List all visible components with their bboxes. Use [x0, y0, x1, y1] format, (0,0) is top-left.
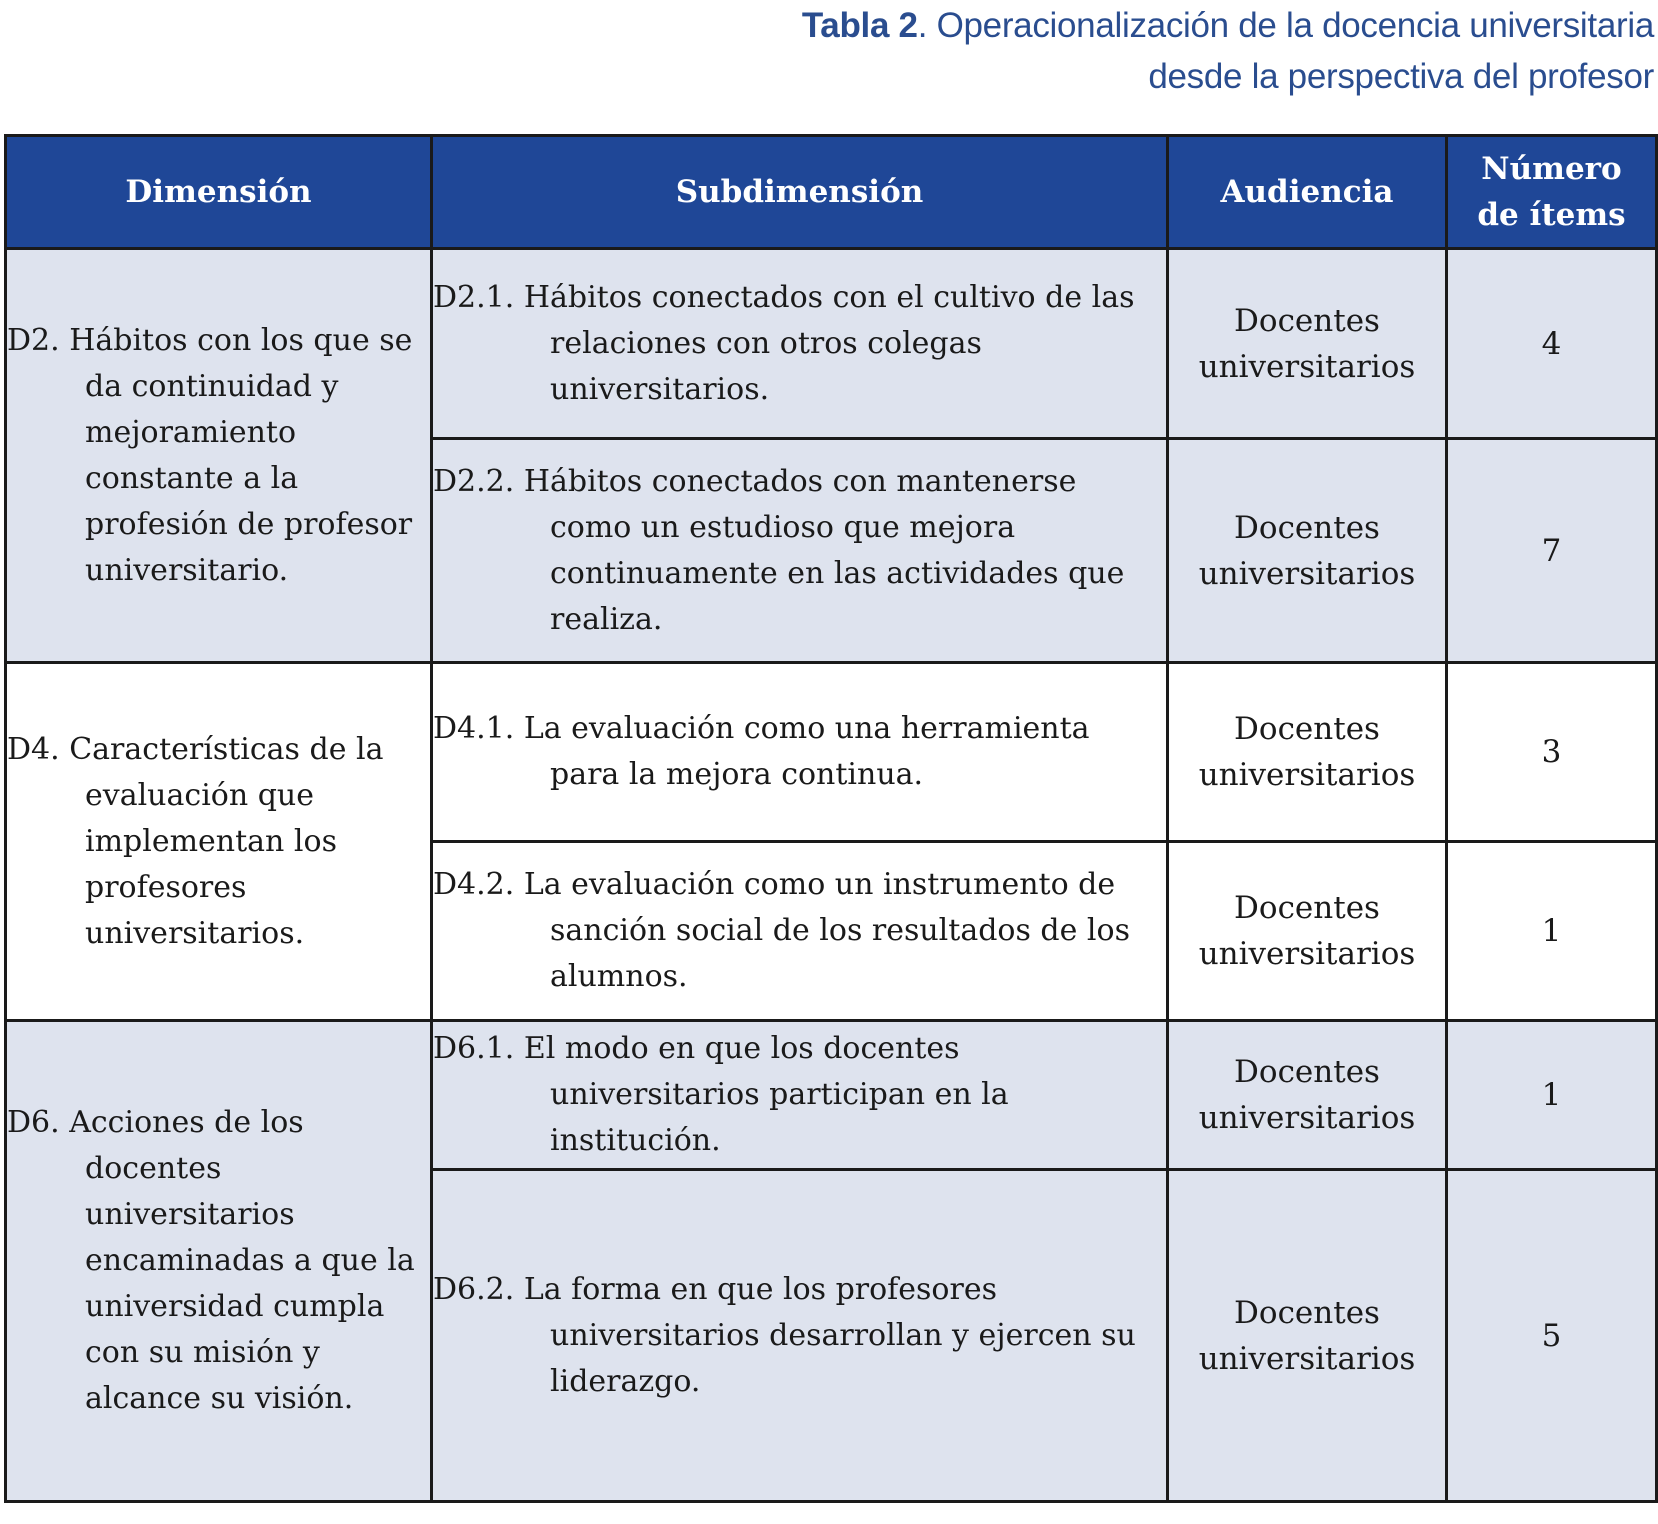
audience-cell: [1168, 663, 1447, 842]
audience-cell: [1168, 1170, 1447, 1502]
items-count-cell: 7: [1447, 439, 1657, 663]
operationalization-table: [4, 134, 1658, 1503]
table-body: [6, 249, 1657, 1502]
dimension-text: D2. Hábitos con los que se da continuidad y mejoramiento constante a la profesión de profesor universitario.: [7, 322, 413, 588]
subdimension-cell: [432, 1021, 1168, 1170]
dimension-cell: [6, 663, 432, 1021]
subdimension-text: D6.2. La forma en que los profesores universitarios desarrollan y ejercen su liderazgo.: [433, 1271, 1136, 1399]
audience-line-1: Docentes: [1234, 1294, 1380, 1331]
subdimension-cell: [432, 842, 1168, 1021]
header-dimension: Dimensión: [6, 136, 432, 249]
subdimension-text: D2.1. Hábitos conectados con el cultivo de las relaciones con otros colegas universitarios.: [433, 279, 1135, 407]
audience-cell: [1168, 439, 1447, 663]
items-count-cell: 1: [1447, 842, 1657, 1021]
header-items-line-2: de ítems: [1477, 197, 1626, 233]
items-count-cell: 4: [1447, 249, 1657, 439]
header-subdimension: Subdimensión: [432, 136, 1168, 249]
dimension-cell: [6, 1021, 432, 1502]
table-row: [6, 1021, 1657, 1170]
audience-line-2: universitarios: [1198, 1100, 1416, 1136]
header-items-line-1: Número: [1481, 151, 1622, 187]
items-count-cell: 3: [1447, 663, 1657, 842]
dimension-text: D4. Características de la evaluación que implementan los profesores universitarios.: [7, 731, 384, 951]
items-count-cell: 1: [1447, 1021, 1657, 1170]
header-audience: Audiencia: [1168, 136, 1447, 249]
table-header: [6, 136, 1657, 249]
subdimension-text: D2.2. Hábitos conectados con mantenerse como un estudioso que mejora continuamente en las actividades que realiza.: [433, 463, 1125, 637]
table-row: [6, 249, 1657, 439]
audience-line-2: universitarios: [1198, 555, 1416, 592]
audience-line-1: Docentes: [1234, 890, 1380, 926]
audience-line-1: Docentes: [1234, 1054, 1380, 1090]
audience-cell: [1168, 249, 1447, 439]
table-caption: [454, 0, 1654, 102]
subdimension-text: D4.1. La evaluación como una herramienta para la mejora continua.: [433, 711, 1090, 792]
caption-title: . Operacionalización de la docencia universitaria: [917, 6, 1654, 45]
subdimension-cell: [432, 439, 1168, 663]
audience-line-1: Docentes: [1234, 302, 1380, 339]
items-count-cell: 5: [1447, 1170, 1657, 1502]
subdimension-cell: [432, 663, 1168, 842]
subdimension-text: D4.2. La evaluación como un instrumento de sanción social de los resultados de los alumnos.: [433, 867, 1130, 994]
audience-cell: [1168, 1021, 1447, 1170]
audience-line-2: universitarios: [1198, 936, 1416, 972]
audience-line-1: Docentes: [1234, 711, 1380, 747]
audience-line-2: universitarios: [1198, 348, 1416, 385]
caption-line-1: [454, 0, 1654, 51]
subdimension-cell: [432, 1170, 1168, 1502]
header-items: [1447, 136, 1657, 249]
table-row: [6, 663, 1657, 842]
audience-line-2: universitarios: [1198, 1340, 1416, 1377]
caption-line-2: desde la perspectiva del profesor: [1148, 57, 1654, 96]
audience-line-2: universitarios: [1198, 757, 1416, 793]
caption-label: Tabla 2: [801, 6, 918, 45]
subdimension-text: D6.1. El modo en que los docentes universitarios participan en la institución.: [433, 1031, 1009, 1158]
dimension-text: D6. Acciones de los docentes universitarios encaminadas a que la universidad cumpla con su misión y alcance su visión.: [7, 1105, 415, 1416]
dimension-cell: [6, 249, 432, 663]
header-row: [6, 136, 1657, 249]
audience-line-1: Docentes: [1234, 509, 1380, 546]
audience-cell: [1168, 842, 1447, 1021]
subdimension-cell: [432, 249, 1168, 439]
